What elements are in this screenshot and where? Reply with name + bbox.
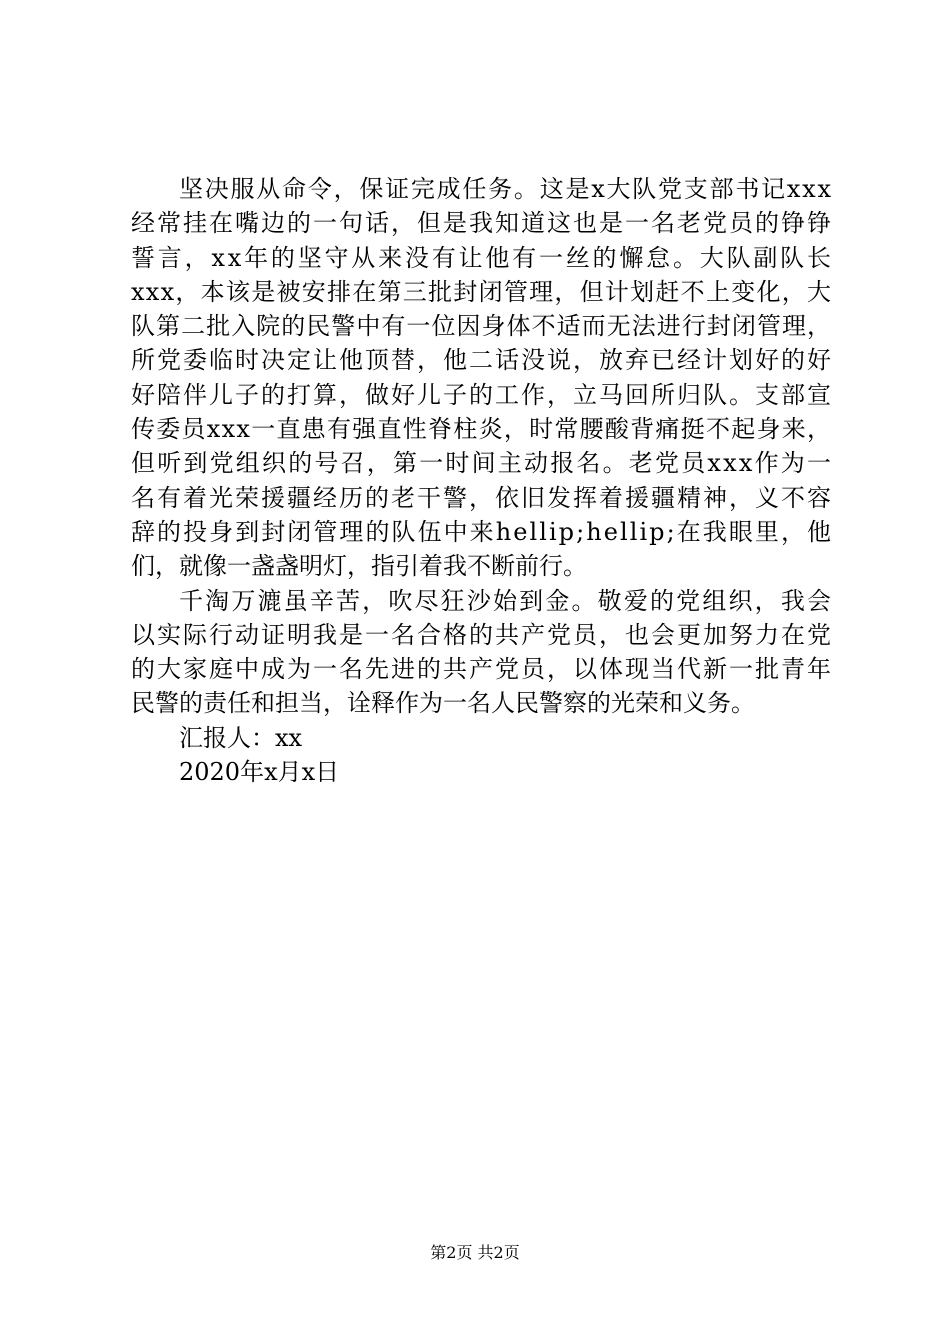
reporter-line: 汇报人：xx — [179, 723, 303, 752]
text-line: 但听到党组织的号召，第一时间主动报名。老党员xxx作为一 — [131, 449, 834, 478]
text-line: 传委员xxx一直患有强直性脊柱炎，时常腰酸背痛挺不起身来， — [131, 415, 833, 444]
text-line: 民警的责任和担当，诠释作为一名人民警察的光荣和义务。 — [131, 689, 755, 718]
text-line: 经常挂在嘴边的一句话，但是我知道这也是一名老党员的铮铮 — [131, 209, 833, 238]
text-line: 队第二批入院的民警中有一位因身体不适而无法进行封闭管理， — [131, 312, 833, 341]
text-line: 们，就像一盏盏明灯，指引着我不断前行。 — [131, 552, 587, 581]
text-line: 好陪伴儿子的打算，做好儿子的工作，立马回所归队。支部宣 — [131, 380, 833, 409]
text-line: 千淘万漉虽辛苦，吹尽狂沙始到金。敬爱的党组织，我会 — [179, 586, 834, 615]
document-body — [131, 172, 834, 789]
text-line: xxx，本该是被安排在第三批封闭管理，但计划赶不上变化，大 — [131, 277, 833, 306]
page-footer: 第2页 共2页 — [430, 1243, 520, 1262]
date-line: 2020年x月x日 — [179, 758, 340, 787]
text-line: 辞的投身到封闭管理的队伍中来hellip;hellip;在我眼里，他 — [131, 517, 834, 546]
text-line: 所党委临时决定让他顶替，他二话没说，放弃已经计划好的好 — [131, 346, 833, 375]
text-line: 名有着光荣援疆经历的老干警，依旧发挥着援疆精神，义不容 — [131, 483, 833, 512]
text-line: 以实际行动证明我是一名合格的共产党员，也会更加努力在党 — [131, 620, 833, 649]
text-line: 的大家庭中成为一名先进的共产党员，以体现当代新一批青年 — [131, 655, 833, 684]
text-line: 誓言，xx年的坚守从来没有让他有一丝的懈怠。大队副队长 — [131, 243, 834, 272]
text-line: 坚决服从命令，保证完成任务。这是x大队党支部书记xxx — [179, 175, 833, 203]
